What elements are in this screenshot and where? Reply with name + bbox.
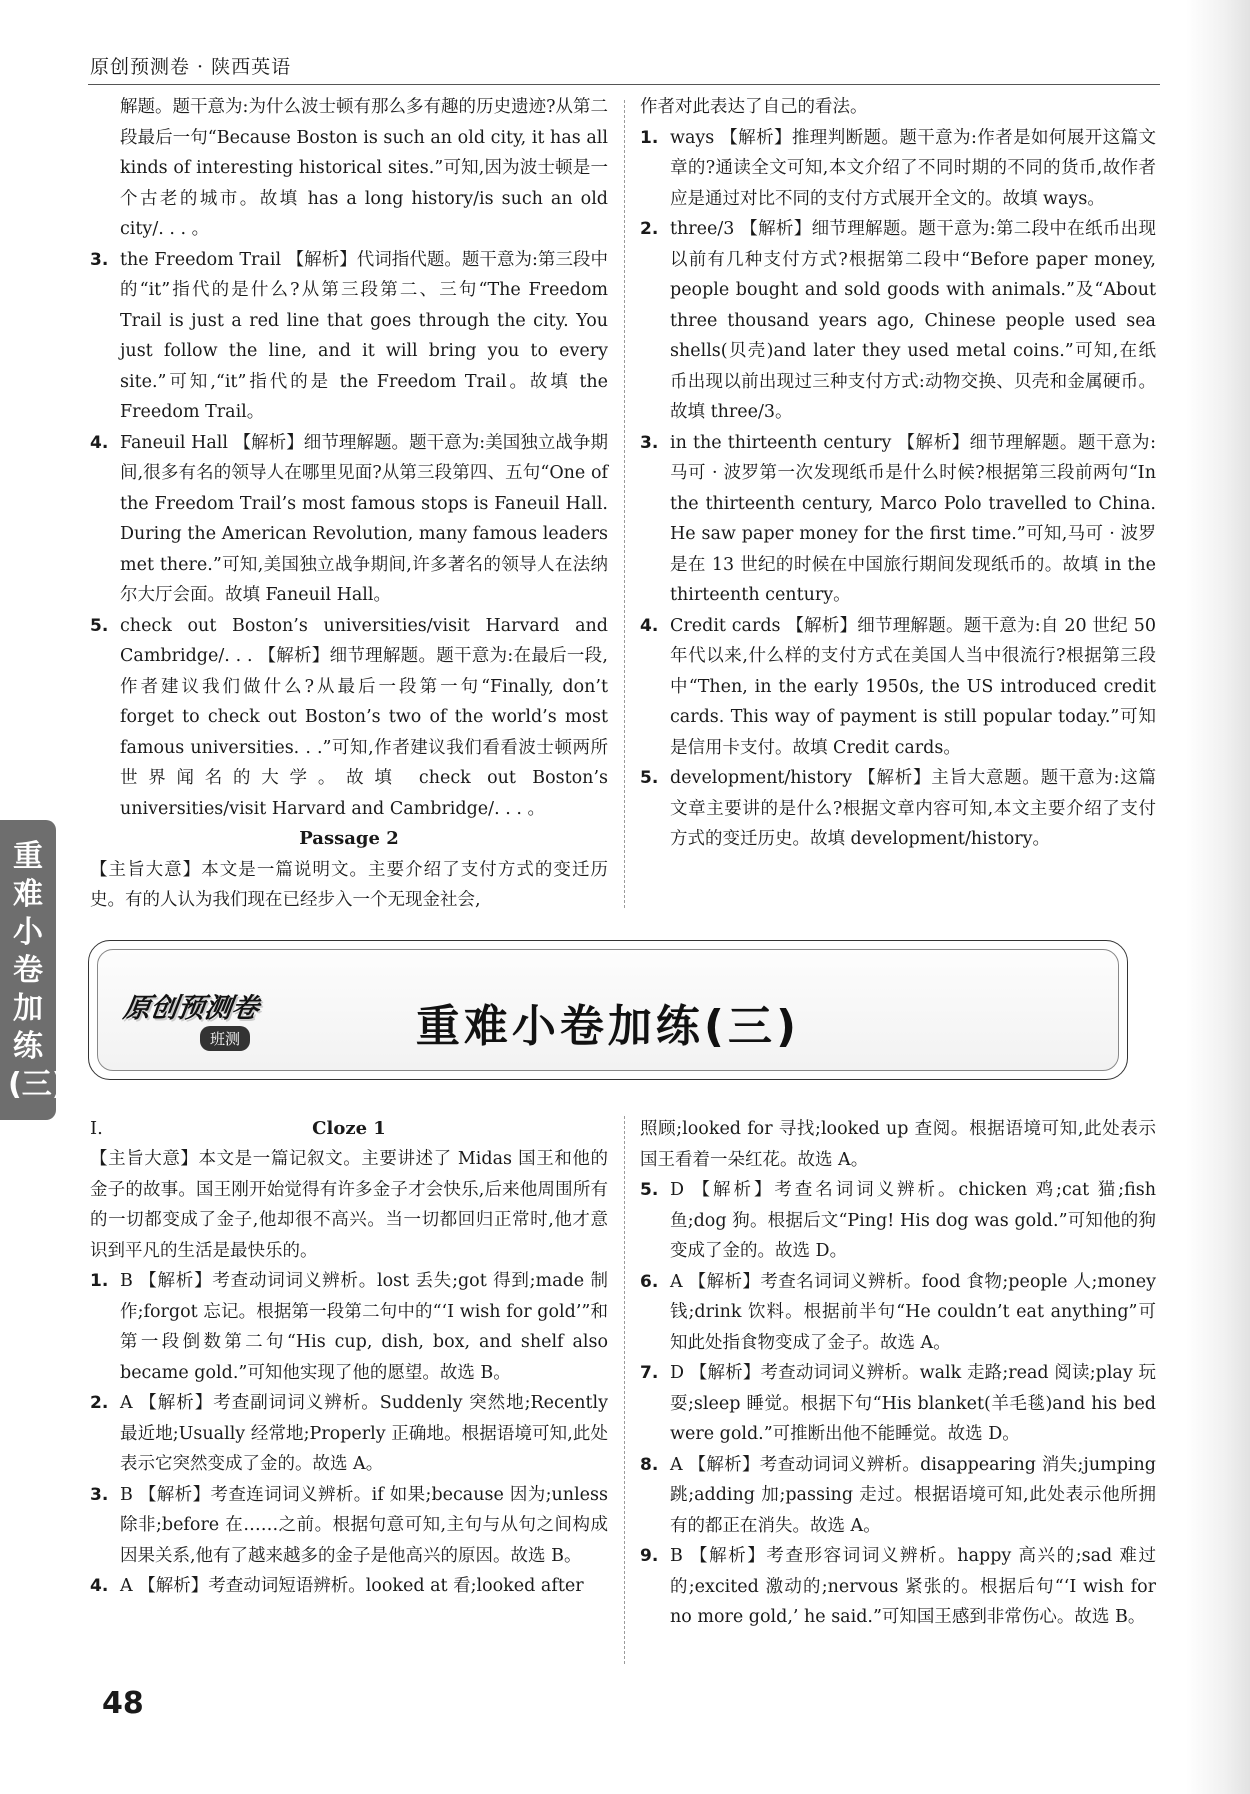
answer-item	[90, 428, 608, 611]
answer-item	[640, 1541, 1156, 1633]
page-number: 48	[102, 1686, 144, 1721]
answer-item	[90, 611, 608, 825]
header-rule	[88, 84, 1160, 85]
item-number: 4.	[640, 615, 659, 636]
answer-text: the Freedom Trail 【解析】代词指代题。题干意为:第三段中的“it”指代的是什么?从第三段第二、三句“The Freedom Trail is just a red line that goes through the city. You just follow the line, and it will bring you to every site.”可知,“it”指代的是 the Freedom Trail。故填 the Freedom Trail。	[120, 249, 608, 422]
item-number: 3.	[90, 249, 109, 270]
item-number: 5.	[640, 1180, 659, 1200]
section-title: 重难小卷加练(三)	[415, 1001, 801, 1052]
answer-text: Faneuil Hall 【解析】细节理解题。题干意为:美国独立战争期间,很多有名的领导人在哪里见面?从第三段第四、五句“One of the Freedom Trail’s most famous stops is Faneuil Hall. During the American Revolution, many famous leaders met there.”可知,美国独立战争期间,许多著名的领导人在法纳尔大厅会面。故填 Faneuil Hall。	[120, 432, 608, 605]
answer-item	[640, 1450, 1156, 1542]
answer-text: Credit cards 【解析】细节理解题。题干意为:自 20 世纪 50 年代以来,什么样的支付方式在美国人当中很流行?根据第三段中“Then, in the early 1950s, the US introduced credit cards. This way of payment is still popular today.”可知是信用卡支付。故填 Credit cards。	[670, 615, 1156, 758]
column-divider	[624, 1116, 625, 1664]
answer-text: check out Boston’s universities/visit Harvard and Cambridge/. . . 【解析】细节理解题。题干意为:在最后一段,作者建议我们做什么?从最后一段第一句“Finally, don’t forget to check out Boston’s two of the world’s most famous universities. . .”可知,作者建议我们看看波士顿两所世界闻名的大学。故填 check out Boston’s universities/visit Harvard and Cambridge/. . . 。	[120, 615, 608, 819]
answer-text: A 【解析】考查动词短语辨析。looked at 看;looked after	[120, 1576, 584, 1596]
top-right-column	[640, 92, 1156, 855]
answer-item	[640, 428, 1156, 611]
answer-text: 解题。题干意为:为什么波士顿有那么多有趣的历史遗迹?从第二段最后一句“Because Boston is such an old city, it has all kinds of interesting historical sites.”可知,因为波士顿是一个古老的城市。故填 has a long history/is such an old city/. . . 。	[120, 97, 608, 239]
answer-item	[90, 245, 608, 428]
item-number: 8.	[640, 1454, 659, 1475]
series-logo: 原创预测卷	[121, 993, 261, 1024]
item-number: 3.	[90, 1484, 109, 1505]
side-tab-label: 重难小卷加练(三)	[8, 839, 66, 1102]
answer-item	[640, 1267, 1156, 1359]
answer-text: A 【解析】考查副词词义辨析。Suddenly 突然地;Recently 最近地;Usually 经常地;Properly 正确地。根据语境可知,此处表示它突然变成了金的。故选 A。	[120, 1393, 608, 1474]
answer-item	[90, 1480, 608, 1572]
answer-text: A 【解析】考查名词词义辨析。food 食物;people 人;money 钱;drink 饮料。根据前半句“He couldn’t eat anything”可知此处指食物变成了金子。故选 A。	[670, 1271, 1156, 1353]
item-number: 5.	[90, 615, 109, 636]
answer-text: D 【解析】考查名词词义辨析。chicken 鸡;cat 猫;fish 鱼;dog 狗。根据后文“Ping! His dog was gold.”可知他的狗变成了金的。故选 D。	[670, 1180, 1156, 1261]
answer-text: ways 【解析】推理判断题。题干意为:作者是如何展开这篇文章的?通读全文可知,本文介绍了不同时期的不同的货币,故作者应是通过对比不同的支付方式展开全文的。故填 ways。	[670, 127, 1156, 209]
banner-inner-frame	[97, 949, 1119, 1071]
item-number: 9.	[640, 1546, 659, 1566]
answer-text: B 【解析】考查连词词义辨析。if 如果;because 因为;unless 除非;before 在……之前。根据句意可知,主句与从句之间构成因果关系,他有了越来越多的金子是他高兴的原因。故选 B。	[120, 1484, 608, 1566]
bottom-right-column	[640, 1114, 1156, 1633]
answer-item	[90, 1266, 608, 1388]
top-left-column	[90, 92, 608, 916]
cloze-title: Cloze 1	[312, 1118, 386, 1139]
item-number: 2.	[90, 1393, 109, 1413]
section-roman: Ⅰ.	[90, 1118, 103, 1139]
answer-item	[640, 214, 1156, 428]
answer-item	[640, 123, 1156, 215]
item-number: 6.	[640, 1271, 659, 1292]
answer-item	[640, 763, 1156, 855]
answer-text: B 【解析】考查形容词词义辨析。happy 高兴的;sad 难过的;excited 激动的;nervous 紧张的。根据后句“‘I wish for no more gold,’ he said.”可知国王感到非常伤心。故选 B。	[670, 1546, 1156, 1627]
section-banner	[88, 940, 1128, 1080]
answer-text: B 【解析】考查动词词义辨析。lost 丢失;got 得到;made 制作;forgot 忘记。根据第一段第二句中的“‘I wish for gold’”和第一段倒数第二句“His cup, dish, box, and shelf also became gold.”可知他实现了他的愿望。故选 B。	[120, 1271, 608, 1383]
page-edge-shadow	[1186, 0, 1250, 1794]
item-number: 3.	[640, 432, 659, 453]
answer-item	[90, 1571, 608, 1602]
class-test-pill: 班测	[200, 1026, 250, 1051]
item-number: 4.	[90, 432, 109, 453]
answer-text: three/3 【解析】细节理解题。题干意为:第二段中在纸币出现以前有几种支付方式?根据第二段中“Before paper money, people bought and sold goods with animals.”及“About three thousand years ago, Chinese people used sea shells(贝壳)and later they used metal coins.”可知,在纸币出现以前出现过三种支付方式:动物交换、贝壳和金属硬币。故填 three/3。	[670, 219, 1156, 422]
answer-text: A 【解析】考查动词词义辨析。disappearing 消失;jumping 跳;adding 加;passing 走过。根据语境可知,此处表示他所拥有的都正在消失。故选 A。	[670, 1454, 1156, 1536]
answer-text: D 【解析】考查动词词义辨析。walk 走路;read 阅读;play 玩耍;sleep 睡觉。根据下句“His blanket(羊毛毯)and his bed were gold.”可推断出他不能睡觉。故选 D。	[670, 1363, 1156, 1444]
main-idea: 【主旨大意】本文是一篇记叙文。主要讲述了 Midas 国王和他的金子的故事。国王刚开始觉得有许多金子才会快乐,后来他周围所有的一切都变成了金子,他却很不高兴。当一切都回归正常时,他才意识到平凡的生活是最快乐的。	[90, 1149, 608, 1261]
item-number: 1.	[90, 1271, 109, 1291]
passage-title: Passage 2	[299, 828, 399, 849]
answer-text: in the thirteenth century 【解析】细节理解题。题干意为:马可 · 波罗第一次发现纸币是什么时候?根据第三段前两句“In the thirteenth century, Marco Polo travelled to China. He saw paper money for the first time.”可知,马可 · 波罗是在 13 世纪的时候在中国旅行期间发现纸币的。故填 in the thirteenth century。	[670, 432, 1156, 605]
side-section-tab	[0, 820, 66, 1120]
item-number: 5.	[640, 768, 659, 788]
running-header: 原创预测卷 · 陕西英语	[90, 56, 292, 78]
item-number: 2.	[640, 219, 659, 239]
answer-text: 作者对此表达了自己的看法。	[640, 97, 868, 117]
column-divider	[624, 100, 625, 908]
answer-item	[640, 1175, 1156, 1267]
answer-text: development/history 【解析】主旨大意题。题干意为:这篇文章主要讲的是什么?根据文章内容可知,本文主要介绍了支付方式的变迁历史。故填 development/history。	[670, 768, 1156, 849]
answer-item	[640, 611, 1156, 764]
answer-text: 照顾;looked for 寻找;looked up 查阅。根据语境可知,此处表示国王看着一朵红花。故选 A。	[640, 1119, 1156, 1170]
main-idea: 【主旨大意】本文是一篇说明文。主要介绍了支付方式的变迁历史。有的人认为我们现在已经步入一个无现金社会,	[90, 859, 608, 910]
answer-item	[90, 1388, 608, 1480]
section-heading-row	[90, 1114, 608, 1144]
item-number: 7.	[640, 1363, 659, 1383]
item-number: 4.	[90, 1576, 109, 1596]
answer-item	[640, 1358, 1156, 1450]
answer-item	[90, 92, 608, 245]
item-number: 1.	[640, 127, 659, 148]
bottom-left-column	[90, 1114, 608, 1602]
